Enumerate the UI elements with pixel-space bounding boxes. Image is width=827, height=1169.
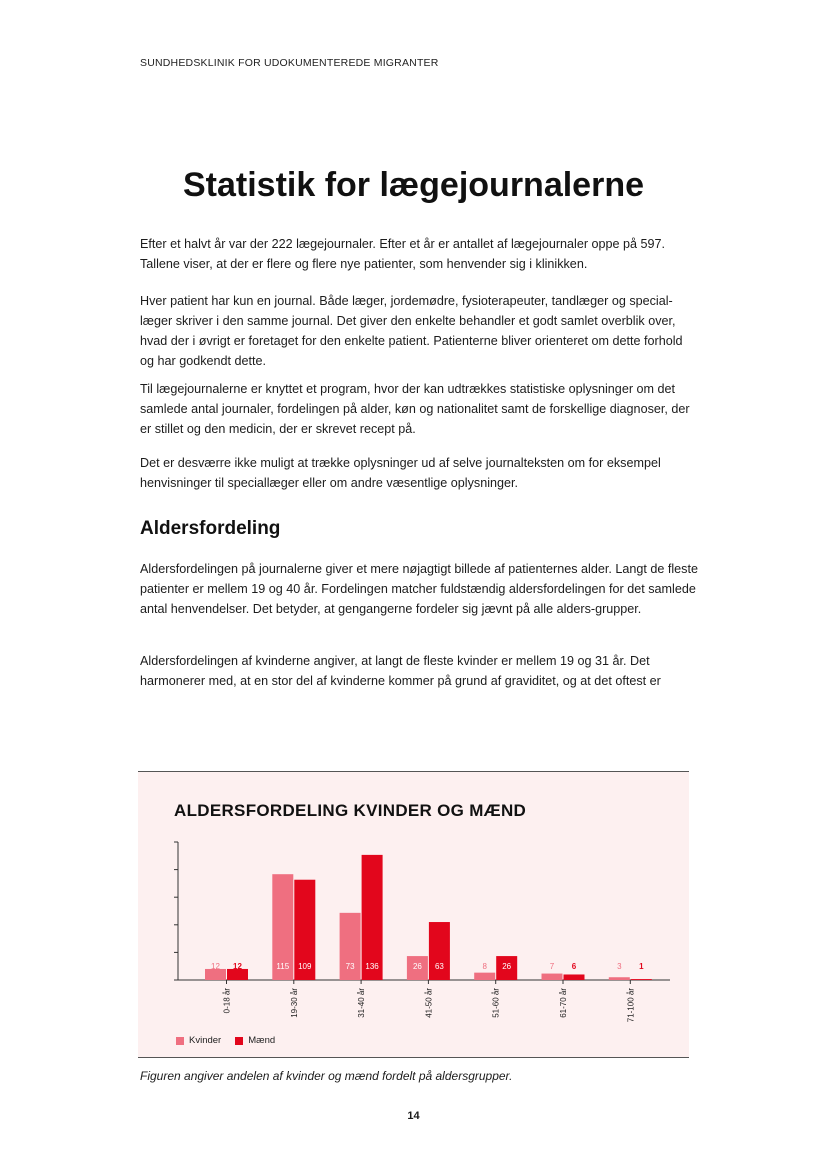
data-label: 6 [571, 962, 577, 971]
bar-maend [429, 922, 450, 980]
paragraph-4: Det er desværre ikke muligt at trække oplysninger ud af selve journalteksten om for eksempel henvisninger til speciallæger eller om andre væsentlige oplysninger. [140, 456, 661, 490]
legend-item-kvinder [176, 1035, 221, 1046]
paragraph-1: Efter et halvt år var der 222 lægejournaler. Efter et år er antallet af lægejournaler oppe på 597. Tallene viser, at der er flere og flere nye patienter, som henvender sig i klinikken. [140, 237, 666, 271]
section-paragraph-1: Aldersfordelingen på journalerne giver et mere nøjagtigt billede af patienternes alder. Langt de fleste patienter er mellem 19 og 40 år. Fordelingen matcher fuldstændig aldersfordelingen for det samlede antal henvendelser. Det betyder, at gengangerne fordeler sig jævnt på alle alders-grupper. [140, 562, 698, 616]
bar-maend [631, 979, 652, 980]
figure-caption: Figuren angiver andelen af kvinder og mænd fordelt på aldersgrupper. [140, 1069, 513, 1083]
x-tick-label: 41-50 år [424, 988, 434, 1018]
bar-chart [138, 772, 689, 1057]
chart-title: ALDERSFORDELING KVINDER OG MÆND [174, 801, 527, 820]
page-number: 14 [407, 1110, 420, 1122]
data-label: 12 [211, 962, 220, 971]
x-tick-label: 61-70 år [559, 988, 568, 1018]
chart-legend [176, 1035, 275, 1046]
section-heading: Aldersfordeling [140, 518, 281, 539]
data-label: 1 [639, 962, 644, 971]
data-label: 73 [345, 962, 355, 971]
legend-item-maend [235, 1035, 275, 1046]
bar-kvinder [474, 973, 495, 980]
paragraph-3: Til lægejournalerne er knyttet et program, hvor der kan udtrækkes statistiske oplysninger om det samlede antal journaler, fordelingen på alder, køn og nationalitet samt de forskellige diagnoser, der er stillet og den medicin, der er skrevet recept på. [140, 382, 690, 436]
x-tick-label: 0-18 år [222, 988, 232, 1014]
paragraph-2: Hver patient har kun en journal. Både læger, jordemødre, fysioterapeuter, tandlæger og special-læger skriver i den samme journal. Det giver den enkelte behandler et godt samlet overblik over, hvad der i øvrigt er foretaget for den enkelte patient. Patienterne bliver orienteret om dette forhold og har godkendt dette. [140, 294, 683, 368]
bar-maend [564, 974, 585, 980]
bar-kvinder [609, 977, 630, 980]
running-header: SUNDHEDSKLINIK FOR UDOKUMENTEREDE MIGRANTER [140, 57, 439, 69]
chart-figure [138, 771, 689, 1058]
legend-swatch-maend [235, 1037, 243, 1045]
data-label: 109 [298, 962, 312, 971]
data-label: 115 [276, 962, 290, 971]
x-tick-label: 31-40 år [357, 988, 367, 1018]
data-label: 63 [434, 962, 444, 971]
data-label: 8 [482, 962, 487, 971]
bar-kvinder [542, 974, 563, 980]
x-tick-label: 51-60 år [491, 988, 501, 1018]
data-label: 3 [617, 962, 622, 971]
data-label: 26 [412, 962, 422, 971]
data-label: 26 [502, 962, 512, 971]
data-label: 136 [365, 962, 379, 971]
section-paragraph-2: Aldersfordelingen af kvinderne angiver, at langt de fleste kvinder er mellem 19 og 31 år. Det harmonerer med, at en stor del af kvinderne kommer på grund af graviditet, og at det oftest er [140, 654, 661, 688]
data-label: 12 [233, 962, 242, 971]
legend-label-kvinder: Kvinder [189, 1035, 222, 1046]
x-tick-label: 19-30 år [289, 988, 299, 1018]
x-tick-label: 71-100 år [626, 988, 636, 1023]
data-label: 7 [549, 962, 555, 971]
page-title: Statistik for lægejournalerne [183, 166, 644, 204]
legend-label-maend: Mænd [248, 1035, 276, 1046]
legend-swatch-kvinder [176, 1037, 184, 1045]
